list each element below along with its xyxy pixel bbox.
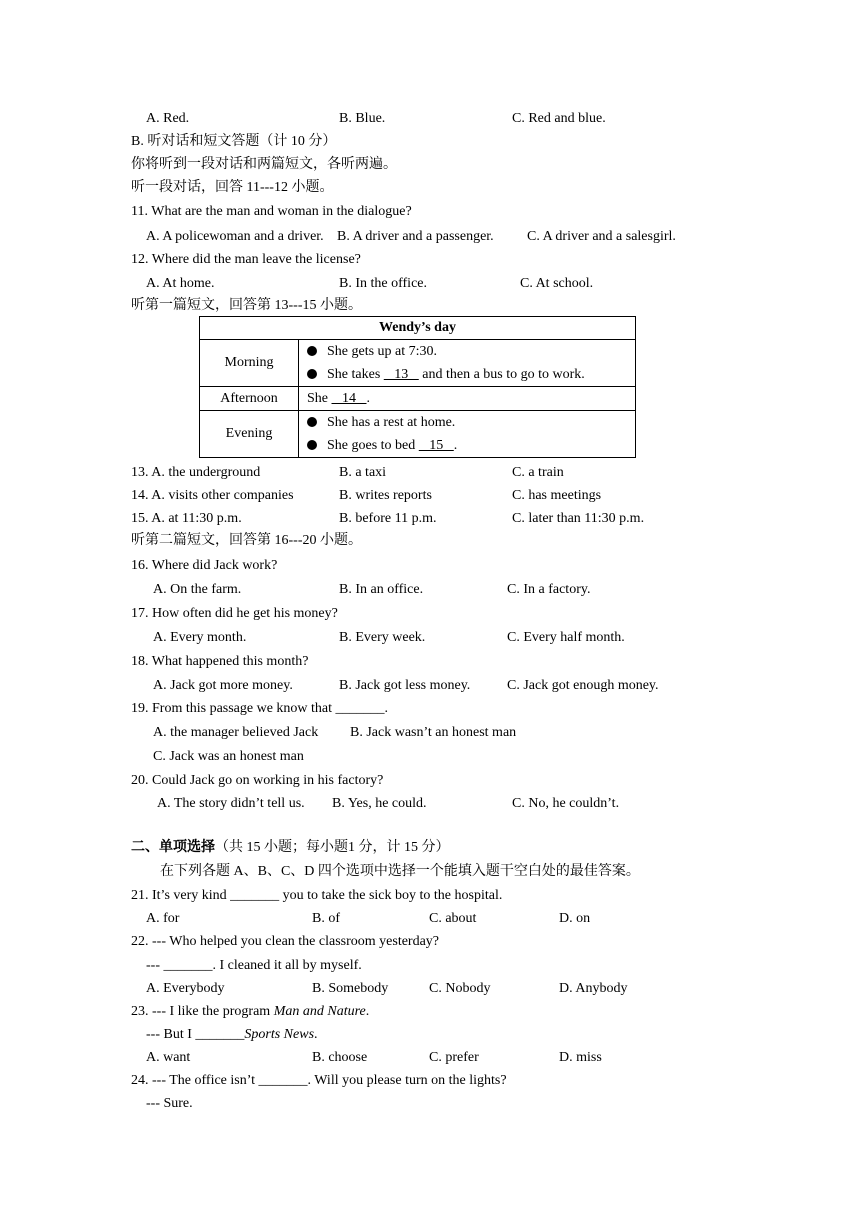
q15-option-c: C. later than 11:30 p.m. (512, 511, 645, 526)
q21-option-a: A. for (146, 911, 180, 926)
q14-option-c: C. has meetings (512, 488, 602, 503)
blank-13: 13 (383, 367, 419, 382)
q17-stem: 17. How often did he get his money? (131, 606, 338, 621)
q12-option-a: A. At home. (146, 276, 215, 291)
wendys-day-table (199, 316, 636, 458)
evening-item-1: She has a rest at home. (327, 415, 456, 430)
part2-heading (131, 839, 450, 857)
q23-reply (146, 1026, 318, 1044)
morning-item-1: She gets up at 7:30. (327, 344, 438, 359)
q23-stem (131, 1003, 369, 1021)
q20-option-b: B. Yes, he could. (332, 796, 427, 811)
q11-option-b: B. A driver and a passenger. (337, 229, 494, 244)
q20-stem: 20. Could Jack go on working in his factory? (131, 773, 384, 788)
q24-reply: --- Sure. (146, 1096, 193, 1111)
q24-stem: 24. --- The office isn’t _______. Will you please turn on the lights? (131, 1073, 507, 1088)
q23-stem-pre: 23. --- I like the program (131, 1004, 274, 1019)
bullet-icon (307, 369, 317, 379)
afternoon-cell (299, 387, 636, 411)
q21-option-b: B. of (312, 911, 340, 926)
q22-stem: 22. --- Who helped you clean the classroom yesterday? (131, 934, 440, 949)
q17-option-c: C. Every half month. (507, 630, 625, 645)
q22-option-a: A. Everybody (146, 981, 225, 996)
q16-stem: 16. Where did Jack work? (131, 558, 278, 573)
evening-cell (299, 411, 636, 458)
passage2-intro: 听第二篇短文，回答第 16---20 小题。 (131, 533, 362, 548)
part2-title: 二、单项选择 (131, 840, 215, 855)
q16-option-a: A. On the farm. (153, 582, 242, 597)
q20-option-c: C. No, he couldn’t. (512, 796, 620, 811)
q23-option-a: A. want (146, 1050, 191, 1065)
q22-reply: --- _______. I cleaned it all by myself. (146, 958, 362, 973)
q11-option-c: C. A driver and a salesgirl. (527, 229, 676, 244)
q21-stem: 21. It’s very kind _______ you to take the sick boy to the hospital. (131, 888, 503, 903)
q17-option-b: B. Every week. (339, 630, 426, 645)
q22-option-b: B. Somebody (312, 981, 389, 996)
q12-stem: 12. Where did the man leave the license? (131, 252, 361, 267)
passage1-intro: 听第一篇短文，回答第 13---15 小题。 (131, 298, 362, 313)
q23-stem-post: . (365, 1004, 370, 1019)
q13-option-c: C. a train (512, 465, 564, 480)
q19-option-a: A. the manager believed Jack (153, 725, 319, 740)
q18-option-a: A. Jack got more money. (153, 678, 293, 693)
q10-option-b: B. Blue. (339, 111, 386, 126)
q15-option-b: B. before 11 p.m. (339, 511, 437, 526)
q22-option-c: C. Nobody (429, 981, 491, 996)
q13-stem: 13. A. the underground (131, 465, 261, 480)
blank-15: 15 (418, 438, 454, 453)
q17-option-a: A. Every month. (153, 630, 247, 645)
q15-stem: 15. A. at 11:30 p.m. (131, 511, 242, 526)
bullet-icon (307, 440, 317, 450)
q19-option-b: B. Jack wasn’t an honest man (350, 725, 517, 740)
evening-label: Evening (200, 411, 299, 458)
morning-item-2-pre: She takes (327, 367, 384, 382)
q23-reply-post: . (314, 1027, 318, 1042)
q20-option-a: A. The story didn’t tell us. (157, 796, 305, 811)
q23-reply-pre: --- But I _______ (146, 1027, 245, 1042)
q13-option-b: B. a taxi (339, 465, 387, 480)
q18-option-b: B. Jack got less money. (339, 678, 471, 693)
evening-item-2-pre: She goes to bed (327, 438, 419, 453)
q19-option-c: C. Jack was an honest man (153, 749, 304, 764)
q19-stem: 19. From this passage we know that _______. (131, 701, 389, 716)
q10-option-a: A. Red. (146, 111, 190, 126)
dialogue-intro: 听一段对话，回答 11---12 小题。 (131, 180, 334, 195)
table-title: Wendy’s day (200, 317, 636, 340)
afternoon-pre: She (307, 390, 332, 406)
q21-option-d: D. on (559, 911, 591, 926)
blank-14: 14 (331, 390, 367, 406)
part2-score: （共 15 小题；每小题1 分，计 15 分） (215, 840, 450, 855)
bullet-icon (307, 417, 317, 427)
q12-option-b: B. In the office. (339, 276, 427, 291)
q23-option-c: C. prefer (429, 1050, 479, 1065)
section-b-instruction: 你将听到一段对话和两篇短文，各听两遍。 (131, 157, 397, 172)
q23-reply-program: Sports News (244, 1027, 315, 1042)
q23-option-d: D. miss (559, 1050, 602, 1065)
q23-option-b: B. choose (312, 1050, 368, 1065)
q18-option-c: C. Jack got enough money. (507, 678, 659, 693)
morning-cell (299, 340, 636, 387)
morning-item-2-post: and then a bus to go to work. (418, 367, 585, 382)
part2-instruction: 在下列各题 A、B、C、D 四个选项中选择一个能填入题干空白处的最佳答案。 (160, 864, 640, 879)
afternoon-post: . (366, 390, 370, 406)
q11-stem: 11. What are the man and woman in the dialogue? (131, 204, 412, 219)
q14-stem: 14. A. visits other companies (131, 488, 294, 503)
q18-stem: 18. What happened this month? (131, 654, 309, 669)
q10-option-c: C. Red and blue. (512, 111, 606, 126)
q22-option-d: D. Anybody (559, 981, 628, 996)
afternoon-label: Afternoon (200, 387, 299, 411)
evening-item-2-post: . (453, 438, 458, 453)
q16-option-b: B. In an office. (339, 582, 424, 597)
q11-option-a: A. A policewoman and a driver. (146, 229, 324, 244)
bullet-icon (307, 346, 317, 356)
q16-option-c: C. In a factory. (507, 582, 591, 597)
section-b-title: B. 听对话和短文答题（计 10 分） (131, 134, 337, 149)
morning-label: Morning (200, 340, 299, 387)
q23-program-name: Man and Nature (273, 1004, 366, 1019)
q12-option-c: C. At school. (520, 276, 594, 291)
q14-option-b: B. writes reports (339, 488, 432, 503)
q21-option-c: C. about (429, 911, 477, 926)
